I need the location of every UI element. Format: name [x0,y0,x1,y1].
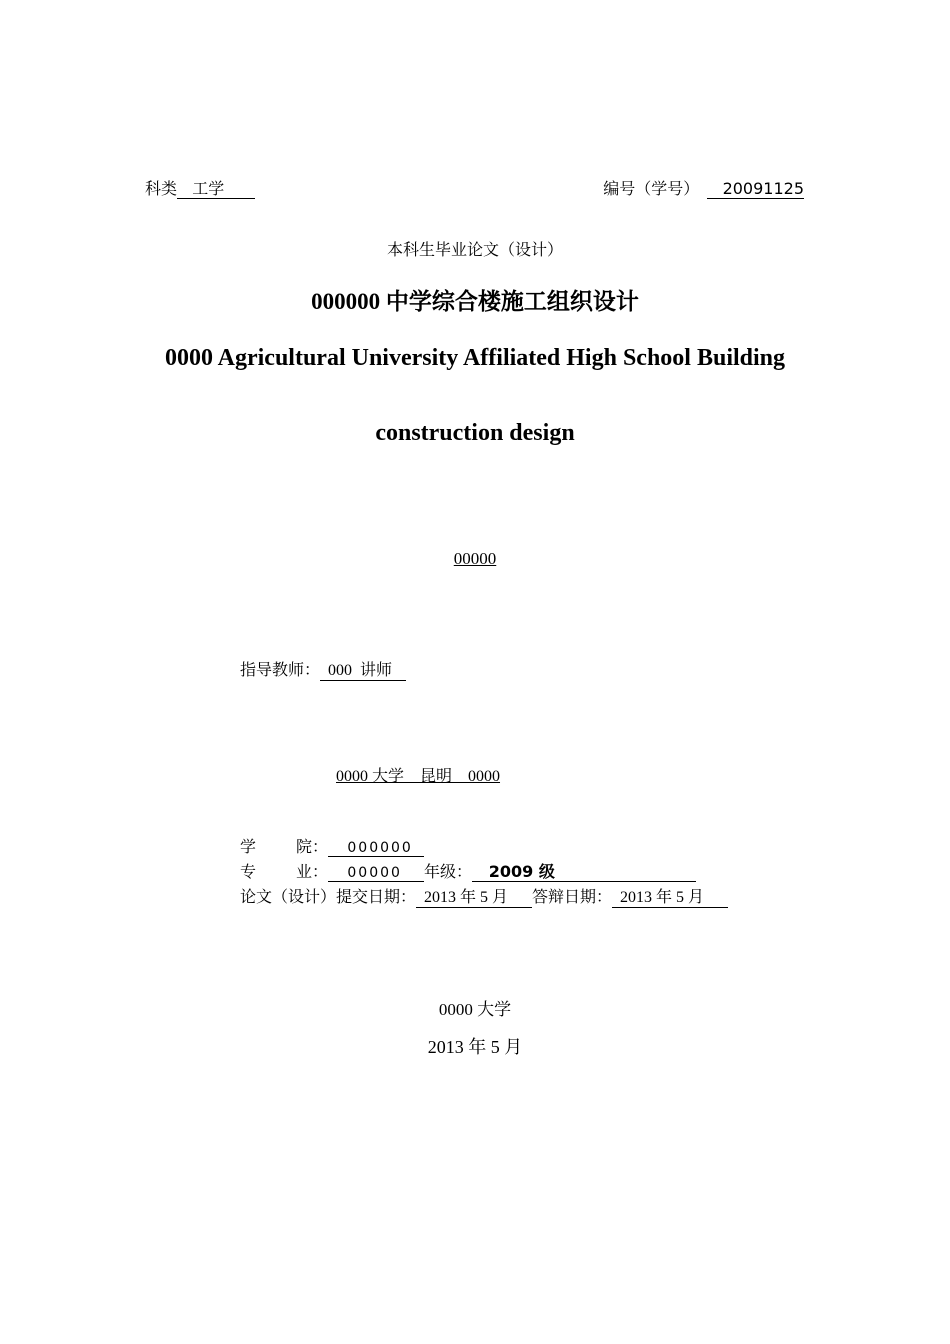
advisor-row [240,657,406,681]
submit-date-label: 论文（设计）提交日期： [240,887,417,906]
grade-label: 年级： [424,862,473,881]
major-value: 00000 [347,865,402,881]
category-label: 科类 [145,179,178,198]
advisor-value: 000 讲师 [328,662,393,679]
grade-value: 2009 级 [488,862,555,881]
author-name: 00000 [453,549,497,568]
major-row [240,859,696,882]
college-value: 000000 [347,840,413,856]
dates-row [240,884,728,908]
major-label-char-1: 专 [240,862,257,881]
advisor-field [320,663,406,681]
grade-field [472,864,696,882]
footer-date: 2013 年 5 月 [427,1037,523,1057]
footer-university: 0000 大学 [438,1000,512,1019]
title-english-line-1: 0000 Agricultural University Affiliated High School Building [164,345,786,371]
student-number-row [603,176,804,199]
title-english-line-2: construction design [375,420,575,446]
category-row [145,176,255,199]
college-field [328,841,424,857]
college-label-char-2: 院： [296,837,329,856]
submit-date-value: 2013 年 5 月 [424,889,509,906]
advisor-label: 指导教师： [240,660,321,679]
category-value: 工学 [192,179,225,198]
submit-date-field [416,890,532,908]
defense-date-label: 答辩日期： [532,887,613,906]
number-value: 20091125 [722,179,804,198]
title-chinese: 000000 中学综合楼施工组织设计 [311,289,639,314]
college-row [240,834,424,857]
number-field [707,181,804,199]
number-label: 编号（学号） [603,179,700,198]
defense-date-field [612,890,728,908]
category-field [177,181,255,199]
affiliation-row: 0000 大学 昆明 0000 [336,768,501,785]
college-label-char-1: 学 [240,837,257,856]
major-label-char-2: 业： [296,862,329,881]
defense-date-value: 2013 年 5 月 [620,889,705,906]
major-field [328,866,424,882]
thesis-type: 本科生毕业论文（设计） [386,240,563,259]
